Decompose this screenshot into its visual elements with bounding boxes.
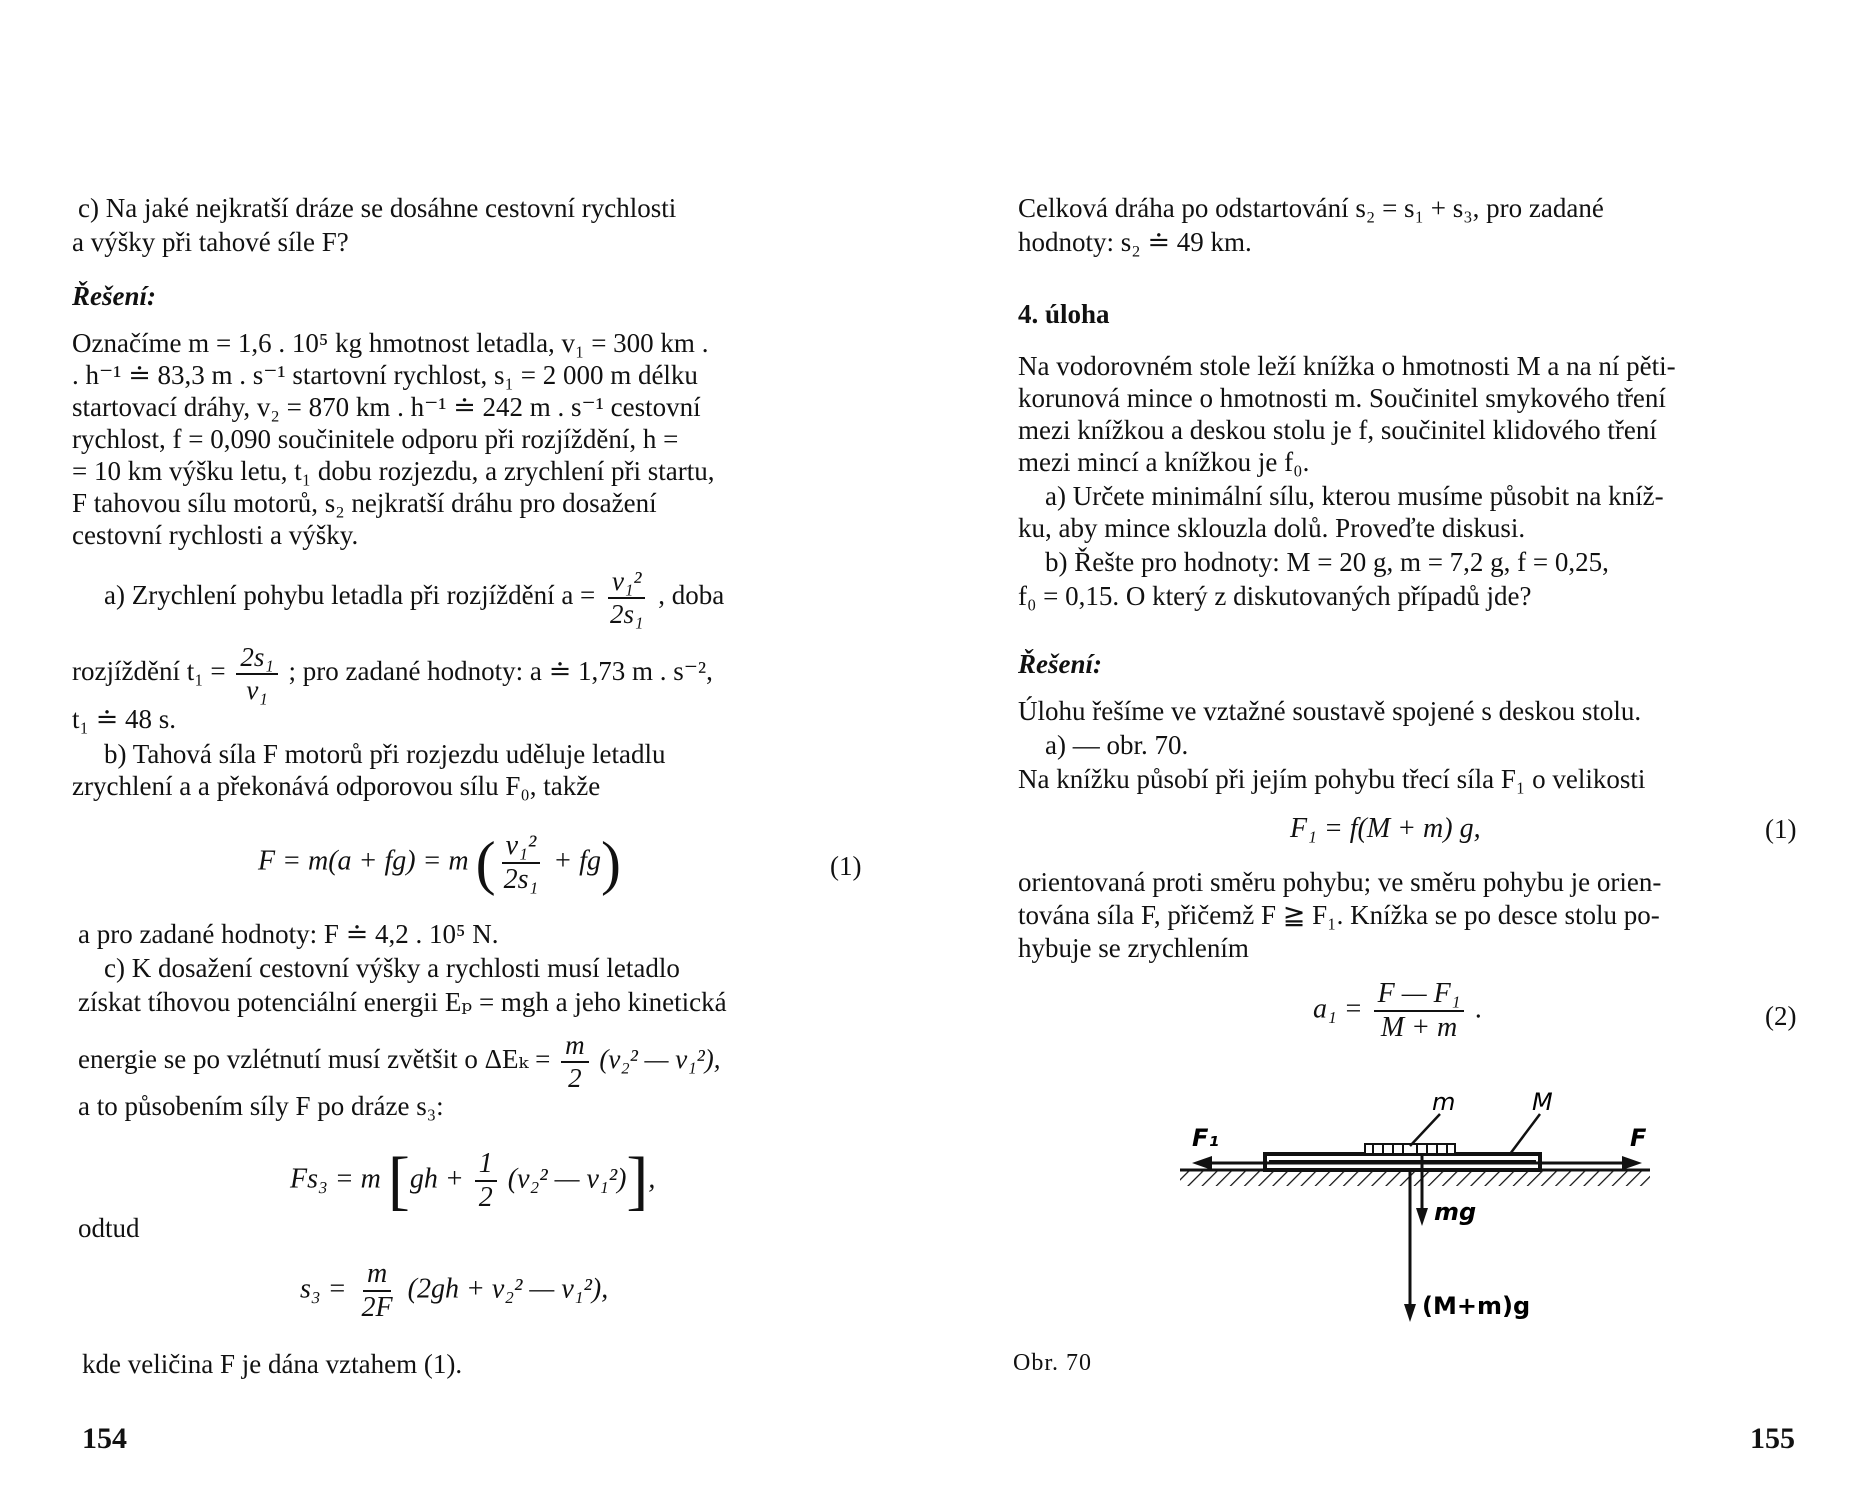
solution-line-1: Označíme m = 1,6 . 10⁵ kg hmotnost letadla, v₁ = 300 km . xyxy=(72,328,709,358)
label-M: M xyxy=(1532,1090,1553,1116)
equation-1-number: (1) xyxy=(830,851,862,881)
solution-line-1: Úlohu řešíme ve vztažné soustavě spojené s deskou stolu. xyxy=(1018,696,1642,726)
start-time-line: rozjíždění t₁ = $\frac{\text{2s₁}}{\text{v₁}}$ ; pro zadané hodnoty: a ≐ 1,73 m . s⁻², xyxy=(72,642,713,705)
equation-1: F = m(a + fg) = m ( $\frac{\text{v₁²}}{\text{2s₁}}$ + fg) xyxy=(258,830,621,896)
label-Mmg: (M+m)g xyxy=(1422,1292,1531,1320)
equation-3-fraction: $\frac{m}{2F}$ xyxy=(361,1258,393,1323)
odtud-label: odtud xyxy=(78,1213,140,1243)
total-path-line-2: hodnoty: s₂ ≐ 49 km. xyxy=(1018,227,1252,257)
M-leader-line xyxy=(1510,1114,1540,1154)
task-line-5: a) Určete minimální sílu, kterou musíme působit na kníž- xyxy=(1045,481,1664,511)
task-line-7: b) Řešte pro hodnoty: M = 20 g, m = 7,2 g, f = 0,25, xyxy=(1045,547,1609,577)
solution-heading: Řešení: xyxy=(72,281,156,311)
part-c-line-3: energie se po vzlétnutí musí zvětšit o ΔEₖ = $\frac{m}{2}$ (v₂² — v₁²), xyxy=(78,1030,721,1093)
right-solution-heading: Řešení: xyxy=(1018,649,1102,679)
part-b-line-1: b) Tahová síla F motorů při rozjezdu uděluje letadlu xyxy=(104,739,666,769)
equation-3: s₃ = $\frac{m}{2F}$ (2gh + v₂² — v₁²), xyxy=(300,1258,609,1323)
mg-arrowhead xyxy=(1416,1208,1428,1226)
kinetic-energy-fraction: $\frac{m}{2}$ xyxy=(561,1032,589,1092)
equation-2: Fs₃ = m [gh + $\frac{1}{2}$ (v₂² — v₁²)], xyxy=(290,1144,656,1217)
solution-line-2: . h⁻¹ ≐ 83,3 m . s⁻¹ startovní rychlost, s₁ = 2 000 m délku xyxy=(72,360,698,390)
solution-line-6: F tahovou sílu motorů, s₂ nejkratší dráhu pro dosažení xyxy=(72,488,657,518)
page-number-right: 155 xyxy=(1750,1422,1795,1455)
total-path-line-1: Celková dráha po odstartování s₂ = s₁ + s₃, pro zadané xyxy=(1018,193,1604,223)
task-heading: 4. úloha xyxy=(1018,299,1110,329)
start-time-fraction: $\frac{\text{2s₁}}{\text{v₁}}$ xyxy=(236,644,277,704)
figure-70 xyxy=(1170,1090,1670,1330)
right-page xyxy=(935,0,1870,1500)
solution-line-3: Na knížku působí při jejím pohybu třecí síla F₁ o velikosti xyxy=(1018,764,1646,794)
question-c-line-2: a výšky při tahové síle F? xyxy=(72,227,349,257)
task-line-3: mezi knížkou a deskou stolu je f, součinitel klidového tření xyxy=(1018,415,1657,445)
F-arrowhead xyxy=(1622,1156,1642,1170)
table-hatch xyxy=(1180,1170,1650,1186)
Mmg-arrowhead xyxy=(1404,1304,1416,1322)
task-line-4: mezi mincí a knížkou je f₀. xyxy=(1018,447,1310,477)
page-number-left: 154 xyxy=(82,1422,127,1455)
acceleration-equation-fraction: $\frac{\text{F — F₁}}{M + m}$ xyxy=(1374,980,1465,1042)
equation-2-fraction: $\frac{1}{2}$ xyxy=(475,1150,497,1212)
closing-line: kde veličina F je dána vztahem (1). xyxy=(82,1349,463,1379)
label-mg: mg xyxy=(1434,1198,1477,1226)
start-time-value: t₁ ≐ 48 s. xyxy=(72,704,177,734)
solution-line-5: = 10 km výšku letu, t₁ dobu rozjezdu, a zrychlení při startu, xyxy=(72,456,715,486)
task-line-8: f₀ = 0,15. O který z diskutovaných případů jde? xyxy=(1018,581,1532,611)
part-a-line: a) Zrychlení pohybu letadla při rozjíždění a = $\frac{\text{v₁²}}{\text{2s₁}}$ , doba xyxy=(104,566,725,629)
solution-line-5: tována síla F, přičemž F ≧ F₁. Knížka se po desce stolu po- xyxy=(1018,900,1660,930)
task-line-1: Na vodorovném stole leží knížka o hmotnosti M a na ní pěti- xyxy=(1018,351,1676,381)
part-b-line-2: zrychlení a a překonává odporovou sílu F₀, takže xyxy=(72,771,601,801)
task-line-2: korunová mince o hmotnosti m. Součinitel smykového tření xyxy=(1018,383,1666,413)
part-c-line-4: a to působením síly F po dráze s₃: xyxy=(78,1091,444,1121)
question-c-line-1: c) Na jaké nejkratší dráze se dosáhne cestovní rychlosti xyxy=(78,193,677,223)
label-m: m xyxy=(1432,1090,1456,1116)
solution-line-4: rychlost, f = 0,090 součinitele odporu při rozjíždění, h = xyxy=(72,424,679,454)
solution-line-3: startovací dráhy, v₂ = 870 km . h⁻¹ ≐ 242 m . s⁻¹ cestovní xyxy=(72,392,701,422)
figure-caption: Obr. 70 xyxy=(1013,1350,1092,1376)
acceleration-equation: a₁ = $\frac{\text{F — F₁}}{M + m}$ . xyxy=(1313,978,1483,1043)
solution-line-7: cestovní rychlosti a výšky. xyxy=(72,520,359,550)
solution-line-2: a) — obr. 70. xyxy=(1045,730,1189,760)
equation-1-fraction: $\frac{\text{v₁²}}{\text{2s₁}}$ xyxy=(503,830,539,895)
label-F: F xyxy=(1630,1124,1647,1152)
label-F1: F₁ xyxy=(1192,1124,1219,1152)
acceleration-equation-number: (2) xyxy=(1765,1001,1797,1031)
friction-equation-number: (1) xyxy=(1765,814,1797,844)
task-line-6: ku, aby mince sklouzla dolů. Proveďte diskusi. xyxy=(1018,513,1526,543)
part-c-line-1: c) K dosažení cestovní výšky a rychlosti musí letadlo xyxy=(104,953,680,983)
acceleration-fraction: $\frac{\text{v₁²}}{\text{2s₁}}$ xyxy=(606,568,647,628)
solution-line-4: orientovaná proti směru pohybu; ve směru pohybu je orien- xyxy=(1018,867,1662,897)
part-c-line-2: získat tíhovou potenciální energii Eₚ = mgh a jeho kinetická xyxy=(78,987,727,1017)
friction-equation: F₁ = f(M + m) g, xyxy=(1290,813,1481,844)
result-line: a pro zadané hodnoty: F ≐ 4,2 . 10⁵ N. xyxy=(78,919,499,949)
F1-arrowhead xyxy=(1192,1156,1212,1170)
solution-line-6: hybuje se zrychlením xyxy=(1018,933,1249,963)
m-leader-line xyxy=(1410,1114,1440,1146)
